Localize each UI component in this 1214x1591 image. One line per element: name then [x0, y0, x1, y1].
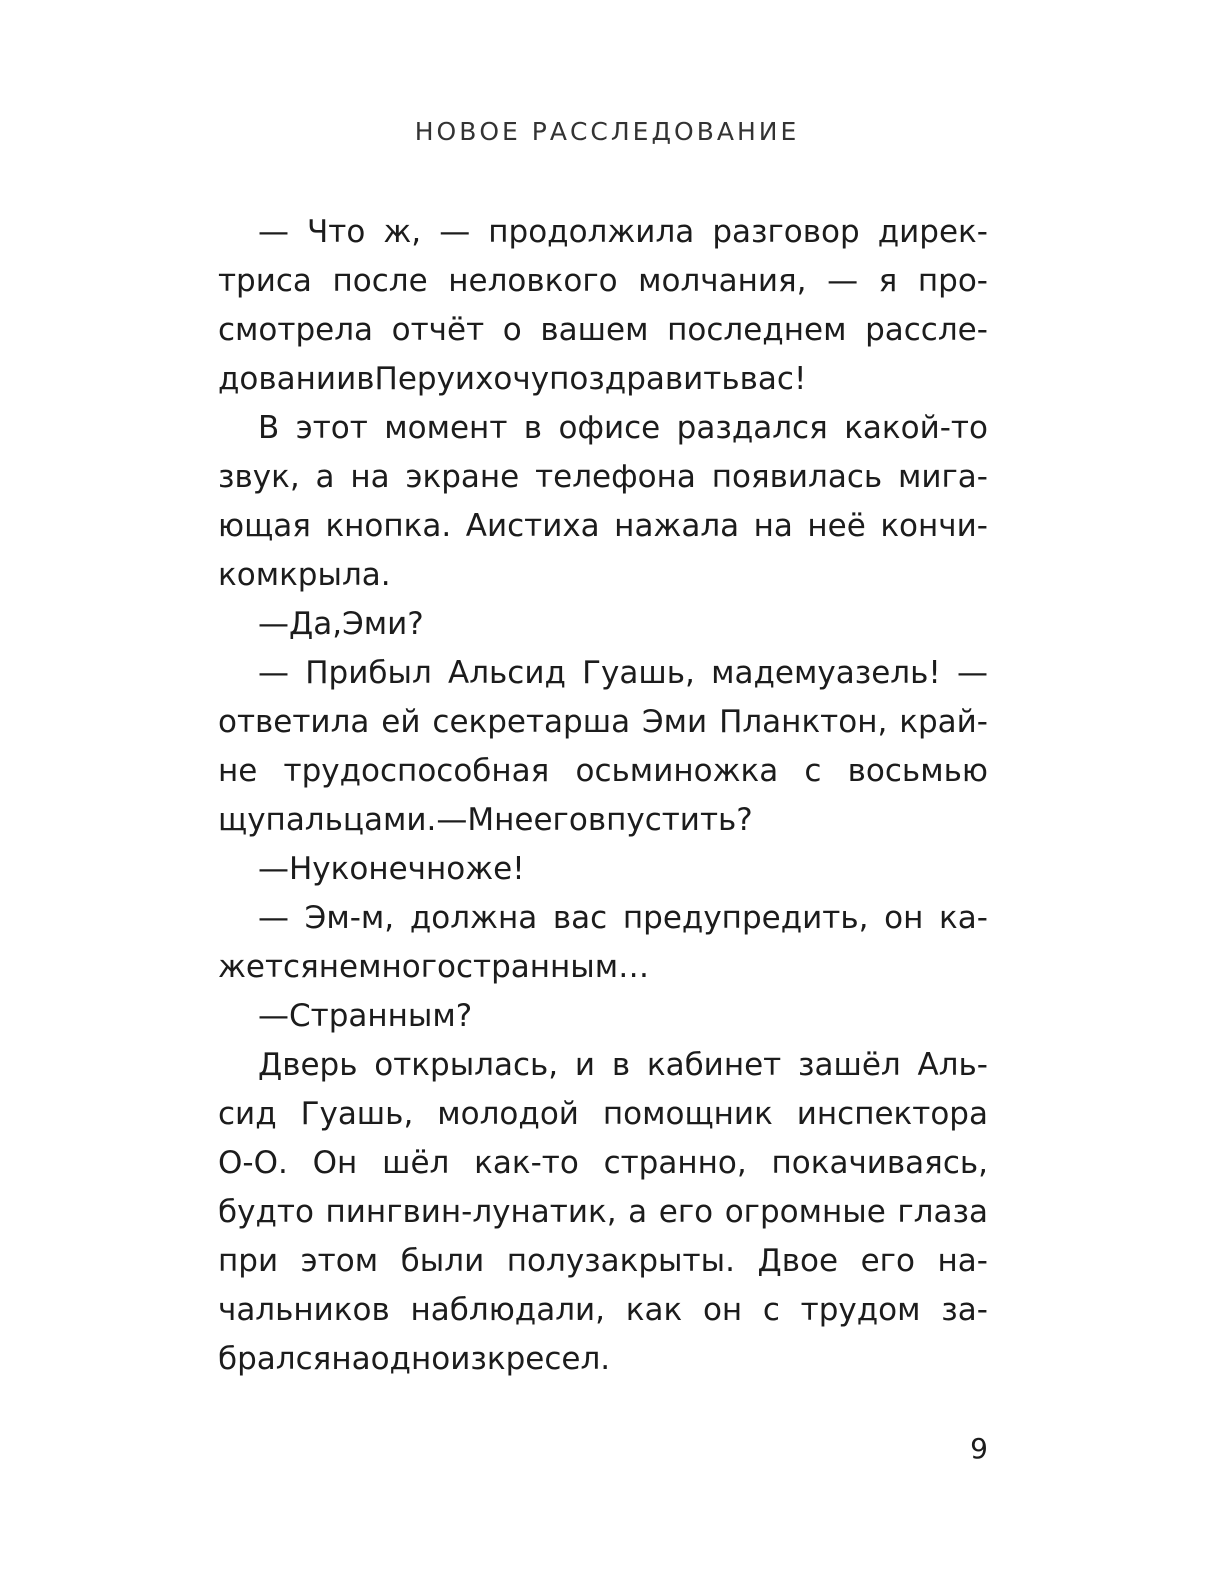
word: Альсид — [447, 655, 566, 691]
word: я — [878, 263, 898, 299]
word: же! — [465, 851, 525, 887]
word: дирек- — [877, 214, 988, 250]
word: инспектора — [796, 1096, 988, 1132]
text-line — [218, 404, 988, 453]
word: кончи- — [880, 508, 988, 544]
word: — — [439, 214, 471, 250]
word: и — [574, 1047, 596, 1083]
text-line — [218, 1139, 988, 1188]
word: на- — [937, 1243, 988, 1279]
word: раздался — [676, 410, 828, 446]
word: В — [258, 410, 280, 446]
word: нажала — [614, 508, 740, 544]
word: вашем — [540, 312, 649, 348]
text-line — [218, 551, 988, 600]
word: крыла. — [279, 557, 391, 593]
body-text — [218, 208, 988, 1384]
word: ей — [381, 704, 421, 740]
word: про- — [917, 263, 988, 299]
word: секретарша — [432, 704, 631, 740]
word: кнопка. — [325, 508, 452, 544]
text-line — [218, 1090, 988, 1139]
word: момент — [384, 410, 508, 446]
word: Эм-м, — [304, 900, 395, 936]
word: помощник — [602, 1096, 773, 1132]
page-number: 9 — [970, 1432, 988, 1465]
word: рассле- — [865, 312, 988, 348]
word: Эми — [641, 704, 708, 740]
word: на — [331, 1341, 371, 1377]
word: вас! — [739, 361, 807, 397]
word: — — [258, 655, 289, 691]
word: Двое — [757, 1243, 839, 1279]
text-line — [218, 257, 988, 306]
word: должна — [409, 900, 538, 936]
word: — — [827, 263, 859, 299]
word: одно — [370, 1341, 451, 1377]
word: после — [332, 263, 428, 299]
word: звук, — [218, 459, 300, 495]
word: последнем — [667, 312, 847, 348]
word: — — [957, 655, 988, 691]
word: он — [884, 900, 924, 936]
word: из — [450, 1341, 487, 1377]
word: вас — [552, 900, 608, 936]
word: зашёл — [797, 1047, 901, 1083]
word: неловкого — [448, 263, 618, 299]
text-line — [218, 894, 988, 943]
word: Дверь — [258, 1047, 358, 1083]
text-line — [218, 1188, 988, 1237]
word: телефона — [535, 459, 696, 495]
word: осьминожка — [575, 753, 779, 789]
word: как — [625, 1292, 683, 1328]
word: ющая — [218, 508, 311, 544]
word: в — [611, 1047, 631, 1083]
word: его — [658, 1194, 714, 1230]
word: Планктон, — [719, 704, 888, 740]
word: хочу — [475, 361, 550, 397]
word: и — [454, 361, 476, 397]
word: Аистиха — [465, 508, 600, 544]
word: неё — [807, 508, 866, 544]
word: кресел. — [486, 1341, 611, 1377]
text-line — [218, 355, 988, 404]
text-line — [218, 698, 988, 747]
word: не — [218, 753, 258, 789]
word: брался — [218, 1341, 332, 1377]
word: Гуашь, — [582, 655, 695, 691]
word: экране — [405, 459, 520, 495]
word: на — [350, 459, 390, 495]
word: триса — [218, 263, 312, 299]
word: он — [702, 1292, 743, 1328]
word: край- — [899, 704, 988, 740]
word: довании — [218, 361, 357, 397]
word: Аль- — [917, 1047, 988, 1083]
word: на — [753, 508, 793, 544]
text-line — [218, 992, 988, 1041]
word: а — [315, 459, 335, 495]
word: шёл — [382, 1145, 450, 1181]
word: разговор — [712, 214, 860, 250]
word: странным… — [455, 949, 650, 985]
text-line — [218, 1237, 988, 1286]
text-line — [218, 306, 988, 355]
word: появилась — [711, 459, 883, 495]
word: Ну — [289, 851, 331, 887]
word: продолжила — [488, 214, 695, 250]
word: в — [356, 361, 375, 397]
text-line — [218, 747, 988, 796]
word: — — [258, 214, 289, 250]
word: полузакрыты. — [506, 1243, 735, 1279]
word: за- — [941, 1292, 988, 1328]
text-line — [218, 943, 988, 992]
word: ком — [218, 557, 280, 593]
word: покачиваясь, — [771, 1145, 988, 1181]
word: сид — [218, 1096, 277, 1132]
word: как-то — [474, 1145, 579, 1181]
text-line — [218, 649, 988, 698]
text-line — [218, 208, 988, 257]
word: этом — [300, 1243, 379, 1279]
word: этот — [295, 410, 368, 446]
word: — — [436, 802, 468, 838]
word: восьмью — [847, 753, 988, 789]
word: чальников — [218, 1292, 390, 1328]
word: смотрела — [218, 312, 374, 348]
text-line — [218, 1286, 988, 1335]
text-line — [218, 845, 988, 894]
word: — — [258, 998, 289, 1034]
word: Прибыл — [305, 655, 432, 691]
word: Он — [312, 1145, 358, 1181]
word: огромные — [724, 1194, 886, 1230]
word: Гуашь, — [300, 1096, 414, 1132]
word: Мне — [467, 802, 534, 838]
word: с — [804, 753, 822, 789]
word: о — [502, 312, 522, 348]
word: О-О. — [218, 1145, 288, 1181]
word: Да, — [289, 606, 343, 642]
word: молодой — [437, 1096, 579, 1132]
text-line — [218, 502, 988, 551]
word: его — [533, 802, 588, 838]
word: открылась, — [374, 1047, 559, 1083]
text-line — [218, 1335, 988, 1384]
word: — — [258, 606, 289, 642]
word: были — [400, 1243, 485, 1279]
word: с — [762, 1292, 780, 1328]
word: трудом — [800, 1292, 921, 1328]
word: конечно — [330, 851, 466, 887]
word: Эми? — [342, 606, 424, 642]
running-head: НОВОЕ РАССЛЕДОВАНИЕ — [414, 117, 800, 146]
word: мига- — [897, 459, 988, 495]
text-line — [218, 1041, 988, 1090]
word: предупредить, — [622, 900, 869, 936]
word: поздравить — [549, 361, 740, 397]
word: немного — [318, 949, 456, 985]
word: офисе — [558, 410, 661, 446]
word: пингвин-лунатик, — [325, 1194, 617, 1230]
word: его — [860, 1243, 915, 1279]
word: ка- — [939, 900, 988, 936]
word: а — [628, 1194, 648, 1230]
word: — — [258, 900, 289, 936]
word: при — [218, 1243, 279, 1279]
word: отчёт — [391, 312, 485, 348]
word: жется — [218, 949, 319, 985]
text-line — [218, 453, 988, 502]
word: мадемуазель! — [711, 655, 941, 691]
word: ж, — [383, 214, 422, 250]
text-line — [218, 796, 988, 845]
word: в — [523, 410, 543, 446]
word: странно, — [603, 1145, 747, 1181]
word: Перу — [374, 361, 455, 397]
word: будто — [218, 1194, 314, 1230]
word: кабинет — [646, 1047, 782, 1083]
word: наблюдали, — [410, 1292, 606, 1328]
word: — — [258, 851, 289, 887]
word: глаза — [897, 1194, 988, 1230]
word: трудоспособная — [283, 753, 550, 789]
word: впустить? — [587, 802, 753, 838]
word: Что — [307, 214, 366, 250]
text-line — [218, 600, 988, 649]
word: Странным? — [289, 998, 473, 1034]
word: ответила — [218, 704, 370, 740]
word: щупальцами. — [218, 802, 437, 838]
word: молчания, — [638, 263, 807, 299]
word: какой-то — [844, 410, 988, 446]
